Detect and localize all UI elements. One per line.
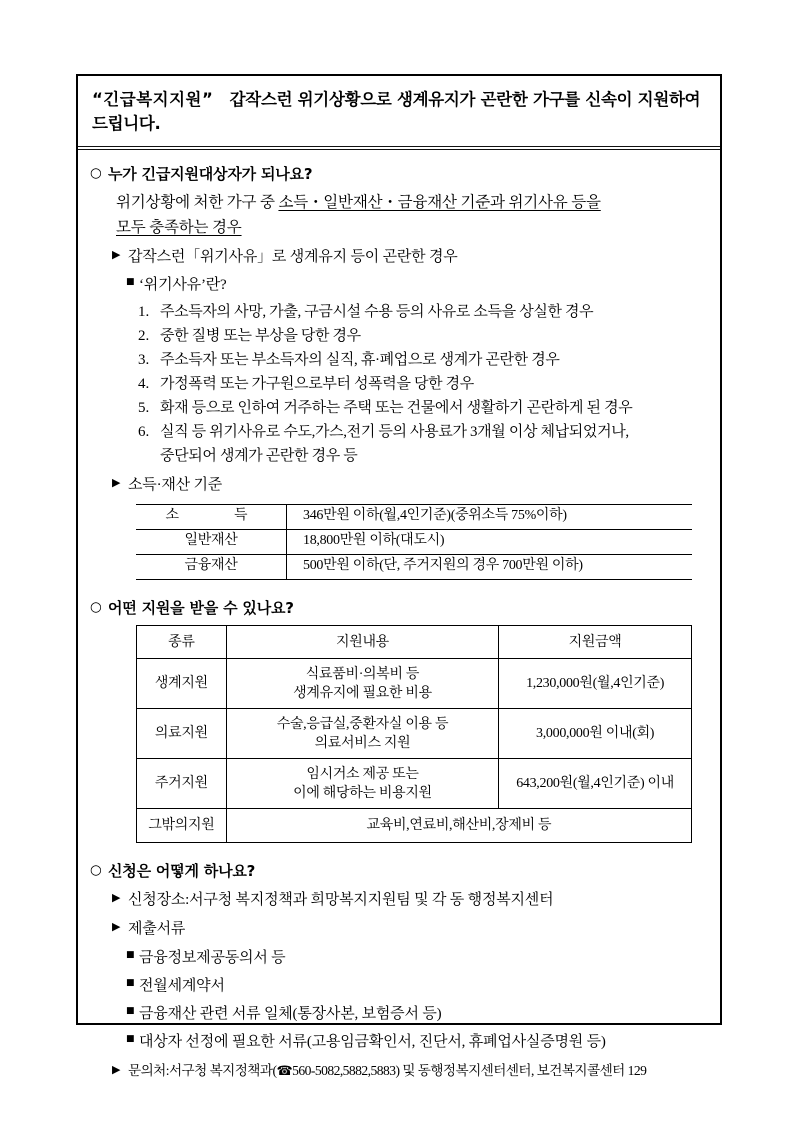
- triangle-marker-icon: ▶: [112, 920, 121, 934]
- circle-marker-icon: ○: [90, 164, 102, 181]
- list-item: [138, 420, 710, 444]
- question-apply-label: 신청은 어떻게 하나요?: [108, 862, 256, 881]
- support-description-cell: [226, 709, 498, 759]
- crisis-reason-list: [138, 300, 710, 468]
- list-item-number: 6.: [138, 424, 150, 441]
- title-block: [78, 76, 720, 144]
- eligibility-lead-underline-2: 모두 충족하는 경우: [116, 218, 242, 236]
- support-type-cell: 생계지원: [137, 659, 227, 709]
- telephone-icon: ☎: [276, 1063, 293, 1079]
- bullet-crisis-reason: [112, 246, 710, 269]
- list-item: [126, 975, 710, 998]
- question-support: [90, 598, 710, 620]
- contact-prefix: 문의처:서구청 복지정책과(: [128, 1062, 277, 1078]
- support-amount-cell: 643,200원(월,4인기준) 이내: [499, 759, 692, 809]
- list-item-number: 3.: [138, 352, 150, 369]
- table-row: [136, 529, 692, 554]
- list-item-text: 가정폭력 또는 가구원으로부터 성폭력을 당한 경우: [160, 376, 474, 393]
- notice-frame: [76, 74, 722, 1079]
- list-item-text: 중한 질병 또는 부상을 당한 경우: [160, 328, 361, 345]
- support-description-cell: [226, 659, 498, 709]
- criteria-table: [136, 504, 692, 580]
- apply-place-row: [112, 889, 710, 912]
- support-description-cell: [226, 759, 498, 809]
- bullet-crisis-reason-label: 갑작스런「위기사유」로 생계유지 등이 곤란한 경우: [128, 248, 458, 265]
- question-eligibility-label: 누가 긴급지원대상자가 되나요?: [108, 164, 313, 183]
- apply-documents-label: 제출서류: [128, 921, 186, 938]
- eligibility-lead: [116, 190, 710, 240]
- triangle-marker-icon: ▶: [112, 476, 121, 490]
- list-item-text: 주소득자의 사망, 가출, 구금시설 수용 등의 사유로 소득을 상실한 경우: [160, 304, 594, 321]
- support-type-cell: 주거지원: [137, 759, 227, 809]
- list-item: [138, 324, 710, 348]
- support-type-cell: 그밖의지원: [137, 809, 227, 843]
- criteria-label-cell: [136, 504, 287, 529]
- criteria-value-cell: 346만원 이하(월,4인기준)(중위소득 75%이하): [287, 504, 693, 529]
- list-item-text: 실직 등 위기사유로 수도,가스,전기 등의 사용료가 3개월 이상 체납되었거나,: [160, 424, 629, 441]
- column-header-type: 종류: [137, 626, 227, 659]
- eligibility-lead-underline-1: 소득・일반재산・금융재산 기준과 위기사유 등을: [278, 193, 601, 211]
- question-support-label: 어떤 지원을 받을 수 있나요?: [108, 598, 294, 617]
- apply-documents-row: [112, 918, 710, 941]
- support-type-cell: 의료지원: [137, 709, 227, 759]
- triangle-marker-icon: ▶: [112, 1062, 121, 1076]
- list-item-text: 전월세계약서: [139, 977, 225, 994]
- list-item-continuation: 중단되어 생계가 곤란한 경우 등: [160, 448, 358, 465]
- column-header-amount: 지원금액: [499, 626, 692, 659]
- list-item-text: 금융재산 관련 서류 일체(통장사본, 보험증서 등): [139, 1006, 442, 1023]
- table-row: [137, 709, 692, 759]
- list-item-number: 5.: [138, 400, 150, 417]
- question-eligibility: [90, 164, 710, 186]
- support-description-line2: 생계유지에 필요한 비용: [293, 685, 432, 701]
- support-amount-cell: 1,230,000원(월,4인기준): [499, 659, 692, 709]
- criteria-label-text: 소 득: [165, 508, 257, 524]
- contact-suffix: ) 및 동행정복지센터센터, 보건복지콜센터 129: [395, 1062, 647, 1078]
- support-description-line2: 이에 해당하는 비용지원: [293, 785, 432, 801]
- criteria-value-cell: 500만원 이하(단, 주거지원의 경우 700만원 이하): [287, 554, 693, 579]
- title-program-name: “긴급복지지원”: [92, 90, 214, 109]
- square-marker-icon: ■: [126, 949, 135, 960]
- square-marker-icon: ■: [126, 1034, 135, 1045]
- table-header-row: [137, 626, 692, 659]
- title-description: 갑작스런 위기상황으로 생계유지가 곤란한 가구를 신속이 지원하여 드립니다.: [92, 90, 701, 133]
- square-marker-icon: ■: [126, 1006, 135, 1017]
- criteria-value-cell: 18,800만원 이하(대도시): [287, 529, 693, 554]
- column-header-description: 지원내용: [226, 626, 498, 659]
- contact-phone-numbers: 560-5082,5882,5883: [292, 1062, 396, 1078]
- bullet-income-asset-criteria-label: 소득·재산 기준: [128, 477, 223, 494]
- support-amount-cell: 3,000,000원 이내(회): [499, 709, 692, 759]
- support-description-line2: 의료서비스 지원: [314, 735, 411, 751]
- list-item-number: 1.: [138, 304, 150, 321]
- support-merged-value-cell: 교육비,연료비,해산비,장제비 등: [226, 809, 691, 843]
- notice-body: [78, 150, 720, 1091]
- contact-text: [128, 1061, 646, 1082]
- circle-marker-icon: ○: [90, 862, 102, 879]
- support-table: [136, 625, 692, 843]
- table-row: [137, 659, 692, 709]
- table-row: [137, 809, 692, 843]
- triangle-marker-icon: ▶: [112, 891, 121, 905]
- support-description-line1: 수술,응급실,중환자실 이용 등: [276, 716, 449, 732]
- list-item-text: 주소득자 또는 부소득자의 실직, 휴·폐업으로 생계가 곤란한 경우: [160, 352, 560, 369]
- triangle-marker-icon: ▶: [112, 247, 121, 261]
- document-title: [92, 88, 708, 136]
- support-description-line1: 식료품비·의복비 등: [305, 666, 420, 682]
- square-marker-icon: ■: [126, 977, 135, 988]
- list-item: [138, 348, 710, 372]
- table-row: [136, 554, 692, 579]
- support-description-line1: 임시거소 제공 또는: [306, 766, 419, 782]
- list-item: [138, 300, 710, 324]
- apply-place-text: 신청장소:서구청 복지정책과 희망복지지원팀 및 각 동 행정복지센터: [128, 892, 554, 909]
- list-item-text: 화재 등으로 인하여 거주하는 주택 또는 건물에서 생활하기 곤란하게 된 경우: [160, 400, 633, 417]
- table-row: [136, 504, 692, 529]
- list-item-text: 대상자 선정에 필요한 서류(고용임금확인서, 진단서, 휴폐업사실증명원 등): [139, 1034, 606, 1051]
- list-item: [126, 947, 710, 970]
- list-item: [138, 396, 710, 420]
- sub-crisis-definition-label: ‘위기사유’란?: [139, 277, 227, 294]
- list-item: [126, 1003, 710, 1026]
- list-item-number: 2.: [138, 328, 150, 345]
- list-item: [126, 1031, 710, 1054]
- square-marker-icon: ■: [126, 277, 135, 288]
- list-item-text: 금융정보제공동의서 등: [139, 949, 286, 966]
- circle-marker-icon: ○: [90, 598, 102, 615]
- list-item-number: 4.: [138, 376, 150, 393]
- sub-crisis-definition: [126, 274, 710, 297]
- bullet-income-asset-criteria: [112, 474, 710, 497]
- criteria-label-cell: 금융재산: [136, 554, 287, 579]
- question-apply: [90, 861, 710, 883]
- table-row: [137, 759, 692, 809]
- eligibility-lead-plain: 위기상황에 처한 가구 중: [116, 193, 279, 211]
- contact-row: [112, 1061, 710, 1082]
- criteria-label-cell: 일반재산: [136, 529, 287, 554]
- list-item: [138, 372, 710, 396]
